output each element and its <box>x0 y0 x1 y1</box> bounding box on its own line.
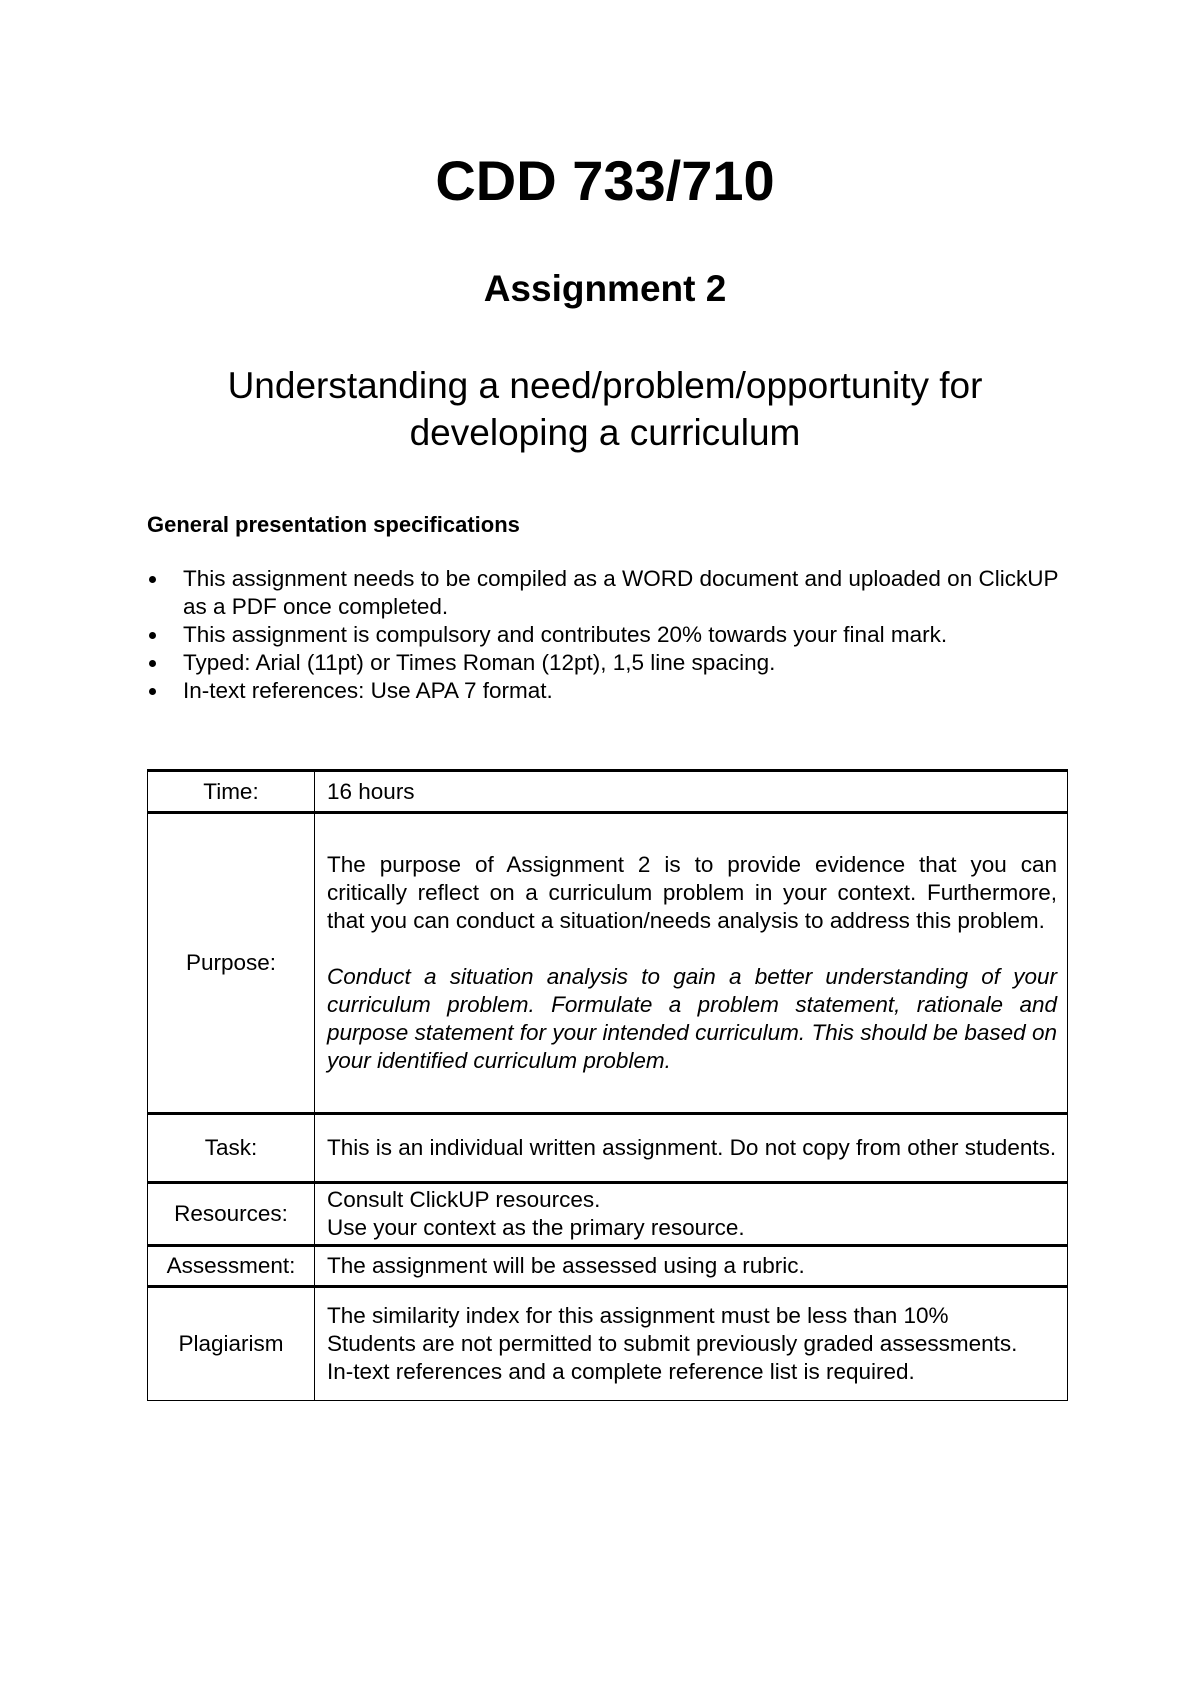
bullet-icon <box>149 688 156 695</box>
bullet-text: This assignment is compulsory and contributes 20% towards your final mark. <box>183 622 948 647</box>
row-value: The assignment will be assessed using a rubric. <box>315 1246 1068 1287</box>
plagiarism-line: In-text references and a complete reference list is required. <box>327 1359 915 1384</box>
plagiarism-line: Students are not permitted to submit previously graded assessments. <box>327 1331 1018 1356</box>
table-row-time <box>148 771 1068 813</box>
purpose-paragraph: The purpose of Assignment 2 is to provide evidence that you can critically reflect on a curriculum problem in your context. Furthermore, that you can conduct a situation/needs analysis to address this problem. <box>327 852 1057 933</box>
row-value <box>315 1183 1068 1246</box>
bullet-text: In-text references: Use APA 7 format. <box>183 678 553 703</box>
table-row-resources <box>148 1183 1068 1246</box>
row-label: Assessment: <box>148 1246 315 1287</box>
assignment-title: Assignment 2 <box>483 268 727 309</box>
purpose-instruction: Conduct a situation analysis to gain a better understanding of your curriculum problem. Formulate a problem statement, rationale and purpose statement for your intended curriculum. This should be based on your identified curriculum problem. <box>327 964 1057 1073</box>
row-label: Purpose: <box>148 813 315 1114</box>
resources-line: Consult ClickUP resources. <box>327 1187 601 1212</box>
row-value: 16 hours <box>315 771 1068 813</box>
bullet-icon <box>149 576 156 583</box>
list-item <box>147 621 1077 649</box>
row-value <box>315 813 1068 1114</box>
row-label: Plagiarism <box>148 1287 315 1401</box>
list-item <box>147 565 1077 621</box>
assignment-subtitle <box>0 362 1200 456</box>
bullet-text: Typed: Arial (11pt) or Times Roman (12pt), 1,5 line spacing. <box>183 650 776 675</box>
plagiarism-line: The similarity index for this assignment must be less than 10% <box>327 1303 949 1328</box>
row-label: Time: <box>148 771 315 813</box>
row-label: Resources: <box>148 1183 315 1246</box>
course-code-title: CDD 733/710 <box>435 149 775 212</box>
row-label: Task: <box>148 1114 315 1183</box>
list-item <box>147 649 1077 677</box>
bullet-icon <box>149 632 156 639</box>
section-heading: General presentation specifications <box>147 512 520 537</box>
resources-line: Use your context as the primary resource. <box>327 1215 745 1240</box>
table-row-purpose <box>148 813 1068 1114</box>
row-value <box>315 1287 1068 1401</box>
bullet-text: This assignment needs to be compiled as a WORD document and uploaded on ClickUP as a PDF once completed. <box>183 566 1059 619</box>
table-row-task <box>148 1114 1068 1183</box>
table-row-assessment <box>148 1246 1068 1287</box>
subtitle-line-1: Understanding a need/problem/opportunity for <box>227 365 983 406</box>
table-row-plagiarism <box>148 1287 1068 1401</box>
list-item <box>147 677 1077 705</box>
bullet-icon <box>149 660 156 667</box>
assignment-details-table <box>147 769 1068 1401</box>
specifications-list <box>147 565 1077 705</box>
subtitle-line-2: developing a curriculum <box>409 412 801 453</box>
row-value: This is an individual written assignment. Do not copy from other students. <box>315 1114 1068 1183</box>
